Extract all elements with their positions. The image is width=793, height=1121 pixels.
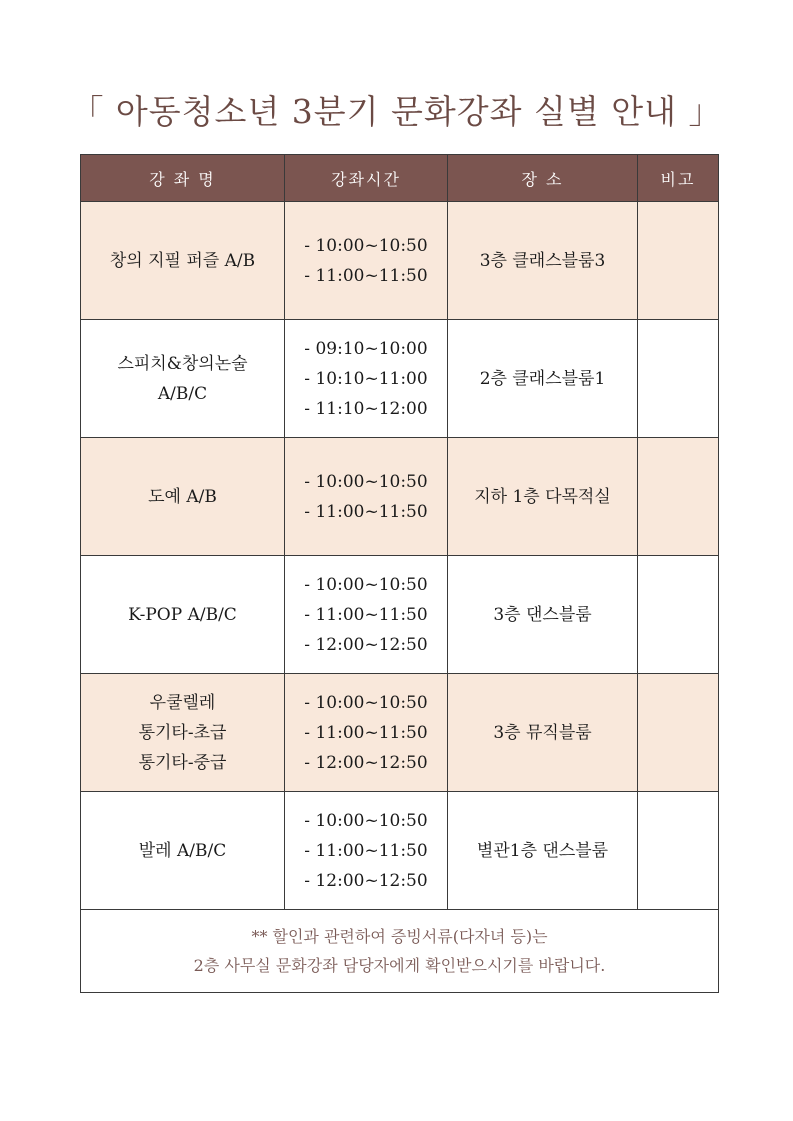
table-row [81,438,719,556]
location: 3층 뮤직블룸 [493,722,592,743]
remarks-cell [638,202,719,320]
table-row [81,320,719,438]
footer-note [81,910,719,993]
location-cell [448,674,638,792]
location-cell [448,556,638,674]
time-slot: - 11:00~11:50 [304,497,427,527]
location-cell [448,438,638,556]
table-row [81,202,719,320]
time-slot: - 09:10~10:00 [304,334,427,364]
course-name-cell [81,202,285,320]
table-header-row [81,155,719,202]
course-name-cell [81,674,285,792]
time-slot: - 11:00~11:50 [304,836,427,866]
location-cell [448,320,638,438]
time-slot: - 10:00~10:50 [304,570,427,600]
course-name: K-POP A/B/C [128,604,237,625]
course-name: 통기타-중급 [138,752,227,773]
remarks-cell [638,674,719,792]
course-name: 우쿨렐레 [149,692,216,713]
location: 3층 클래스블룸3 [479,250,606,271]
time-list [304,688,427,778]
course-name-cell [81,556,285,674]
location-cell [448,202,638,320]
time-slot: - 12:00~12:50 [304,866,427,896]
page-title: 「 아동청소년 3분기 문화강좌 실별 안내 」 [70,92,723,131]
time-slot: - 10:00~10:50 [304,467,427,497]
course-time-cell [285,438,448,556]
header-course-name: 강 좌 명 [81,155,285,202]
time-slot: - 11:00~11:50 [304,718,427,748]
location: 3층 댄스블룸 [493,604,592,625]
table-row [81,674,719,792]
time-slot: - 11:00~11:50 [304,600,427,630]
course-name: 통기타-초급 [138,722,227,743]
course-name: 발레 A/B/C [138,840,227,861]
location-cell [448,792,638,910]
time-slot: - 12:00~12:50 [304,748,427,778]
time-list [304,467,427,527]
time-list [304,806,427,896]
time-list [304,231,427,291]
course-name-cell [81,792,285,910]
location: 2층 클래스블룸1 [479,368,606,389]
header-remarks: 비고 [638,155,719,202]
course-name: A/B/C [157,383,208,404]
course-schedule-table [80,154,719,993]
footer-note-line: 2층 사무실 문화강좌 담당자에게 확인받으시기를 바랍니다. [193,956,606,975]
footer-note-line: ** 할인과 관련하여 증빙서류(다자녀 등)는 [251,927,548,946]
time-slot: - 11:00~11:50 [304,261,427,291]
course-time-cell [285,556,448,674]
course-name: 창의 지필 퍼즐 A/B [109,250,256,271]
course-name-cell [81,320,285,438]
course-name-cell [81,438,285,556]
remarks-cell [638,556,719,674]
remarks-cell [638,792,719,910]
header-course-time: 강좌시간 [285,155,448,202]
header-location: 장 소 [448,155,638,202]
course-name: 도예 A/B [148,486,217,507]
remarks-cell [638,438,719,556]
time-slot: - 11:10~12:00 [304,394,427,424]
course-time-cell [285,674,448,792]
course-time-cell [285,320,448,438]
location: 지하 1층 다목적실 [474,486,611,507]
time-list [304,570,427,660]
time-slot: - 10:10~11:00 [304,364,427,394]
course-time-cell [285,202,448,320]
location: 별관1층 댄스블룸 [476,840,609,861]
table-row [81,556,719,674]
time-list [304,334,427,424]
time-slot: - 10:00~10:50 [304,231,427,261]
remarks-cell [638,320,719,438]
time-slot: - 10:00~10:50 [304,688,427,718]
time-slot: - 12:00~12:50 [304,630,427,660]
time-slot: - 10:00~10:50 [304,806,427,836]
table-row [81,792,719,910]
course-name: 스피치&창의논술 [117,353,248,374]
course-time-cell [285,792,448,910]
